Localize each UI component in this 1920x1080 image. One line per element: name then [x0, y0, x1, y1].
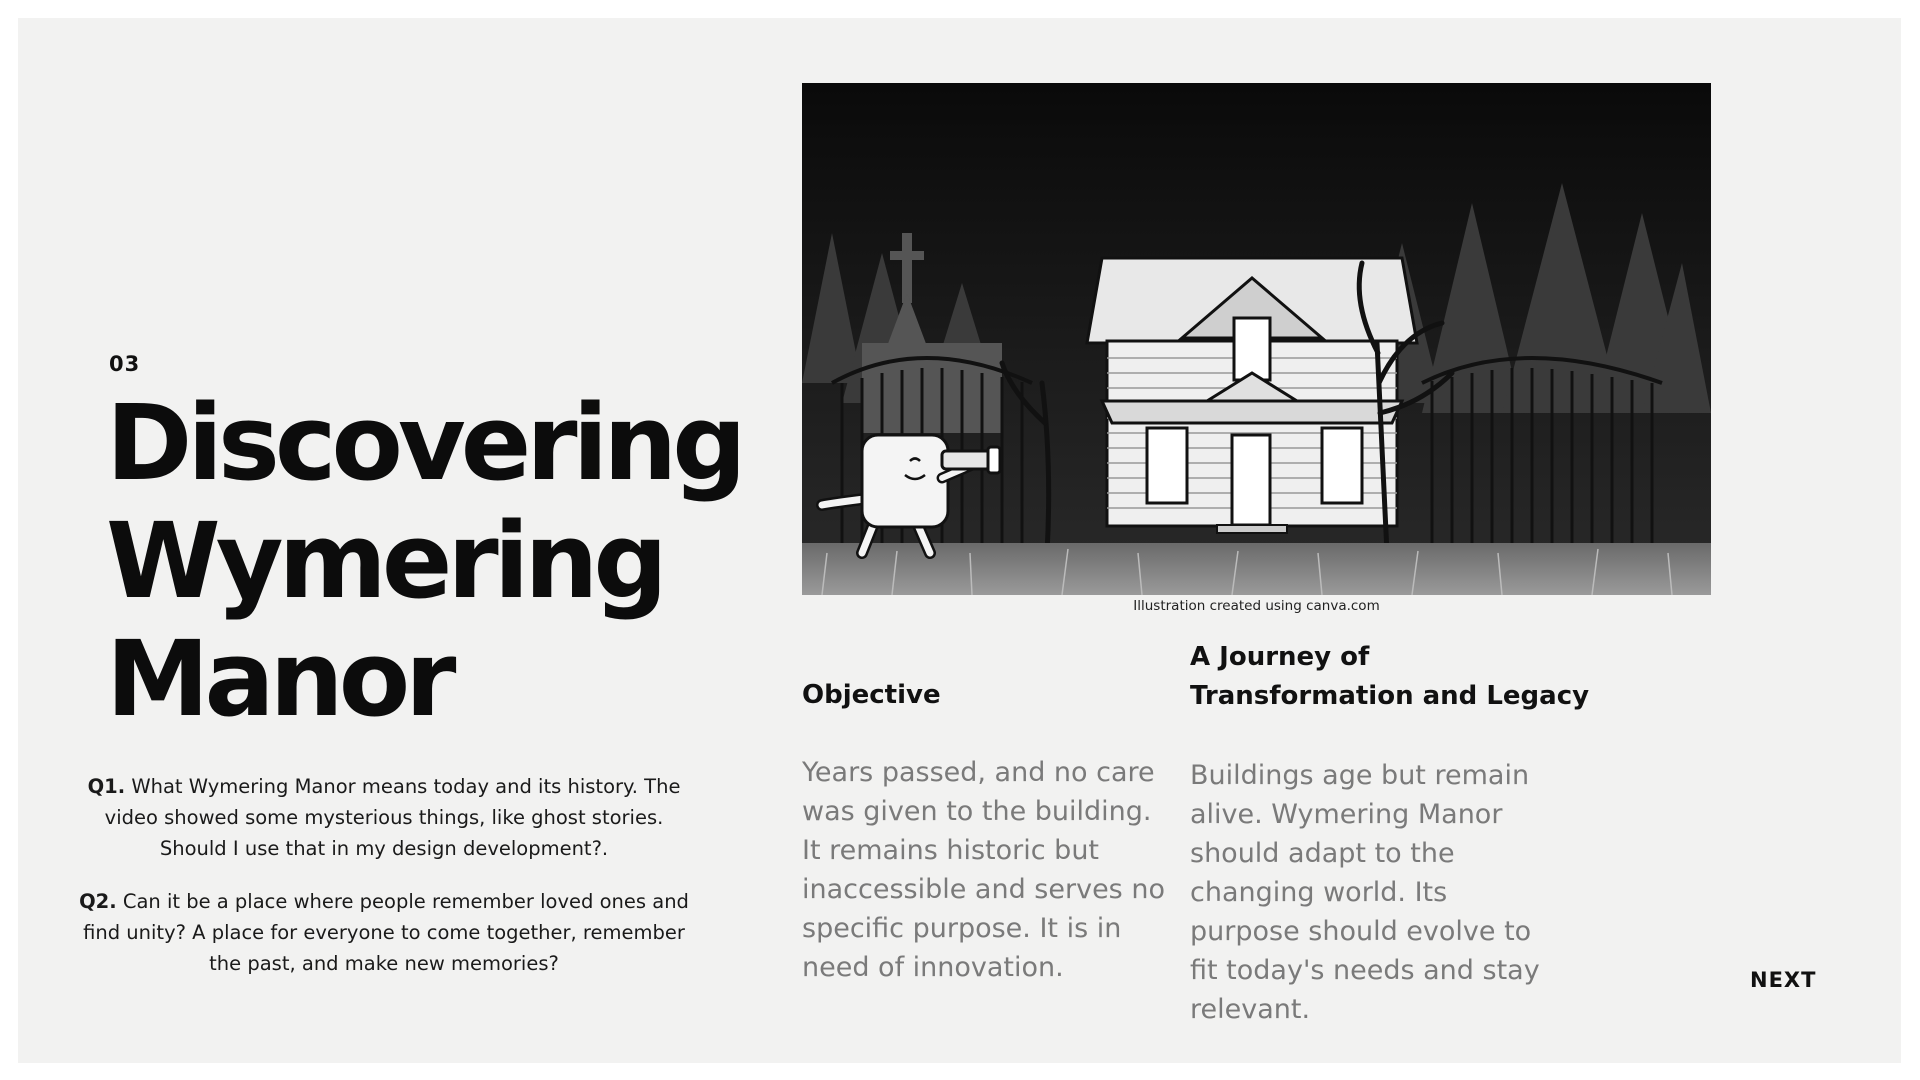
objective-text: Years passed, and no care was given to the building. It remains historic but inaccessible and serves no specific purpose. It is in need of innovation.	[802, 757, 1165, 983]
journey-text: Buildings age but remain alive. Wymering Manor should adapt to the changing world. Its purpose should evolve to fit today's needs and stay relevant.	[1190, 760, 1540, 1025]
illustration-caption: Illustration created using canva.com	[1133, 598, 1380, 614]
slide	[18, 18, 1901, 1063]
house	[1087, 258, 1417, 533]
section-number: 03	[109, 352, 141, 376]
question-1-text: What Wymering Manor means today and its history. The video showed some mysterious things, like ghost stories. Should I use that in my design development?.	[104, 775, 681, 860]
haunted-manor-illustration	[802, 83, 1711, 595]
question-1	[74, 771, 694, 864]
question-2-text: Can it be a place where people remember loved ones and find unity? A place for everyone to come together, remember the past, and make new memories?	[83, 890, 689, 975]
journey-heading-line-1: A Journey of	[1190, 642, 1370, 672]
next-button[interactable]: NEXT	[1750, 968, 1817, 992]
title-line-2: Wymering	[106, 500, 663, 622]
research-questions	[74, 771, 694, 1001]
objective-heading: Objective	[802, 680, 941, 710]
question-1-label: Q1.	[87, 775, 126, 798]
title-line-1: Discovering	[106, 382, 742, 504]
journey-heading-line-2: Transformation and Legacy	[1190, 681, 1590, 711]
title-line-3: Manor	[106, 618, 452, 740]
journey-heading	[1190, 638, 1590, 716]
page-title	[106, 384, 746, 738]
question-2	[74, 886, 694, 979]
question-2-label: Q2.	[79, 890, 117, 913]
